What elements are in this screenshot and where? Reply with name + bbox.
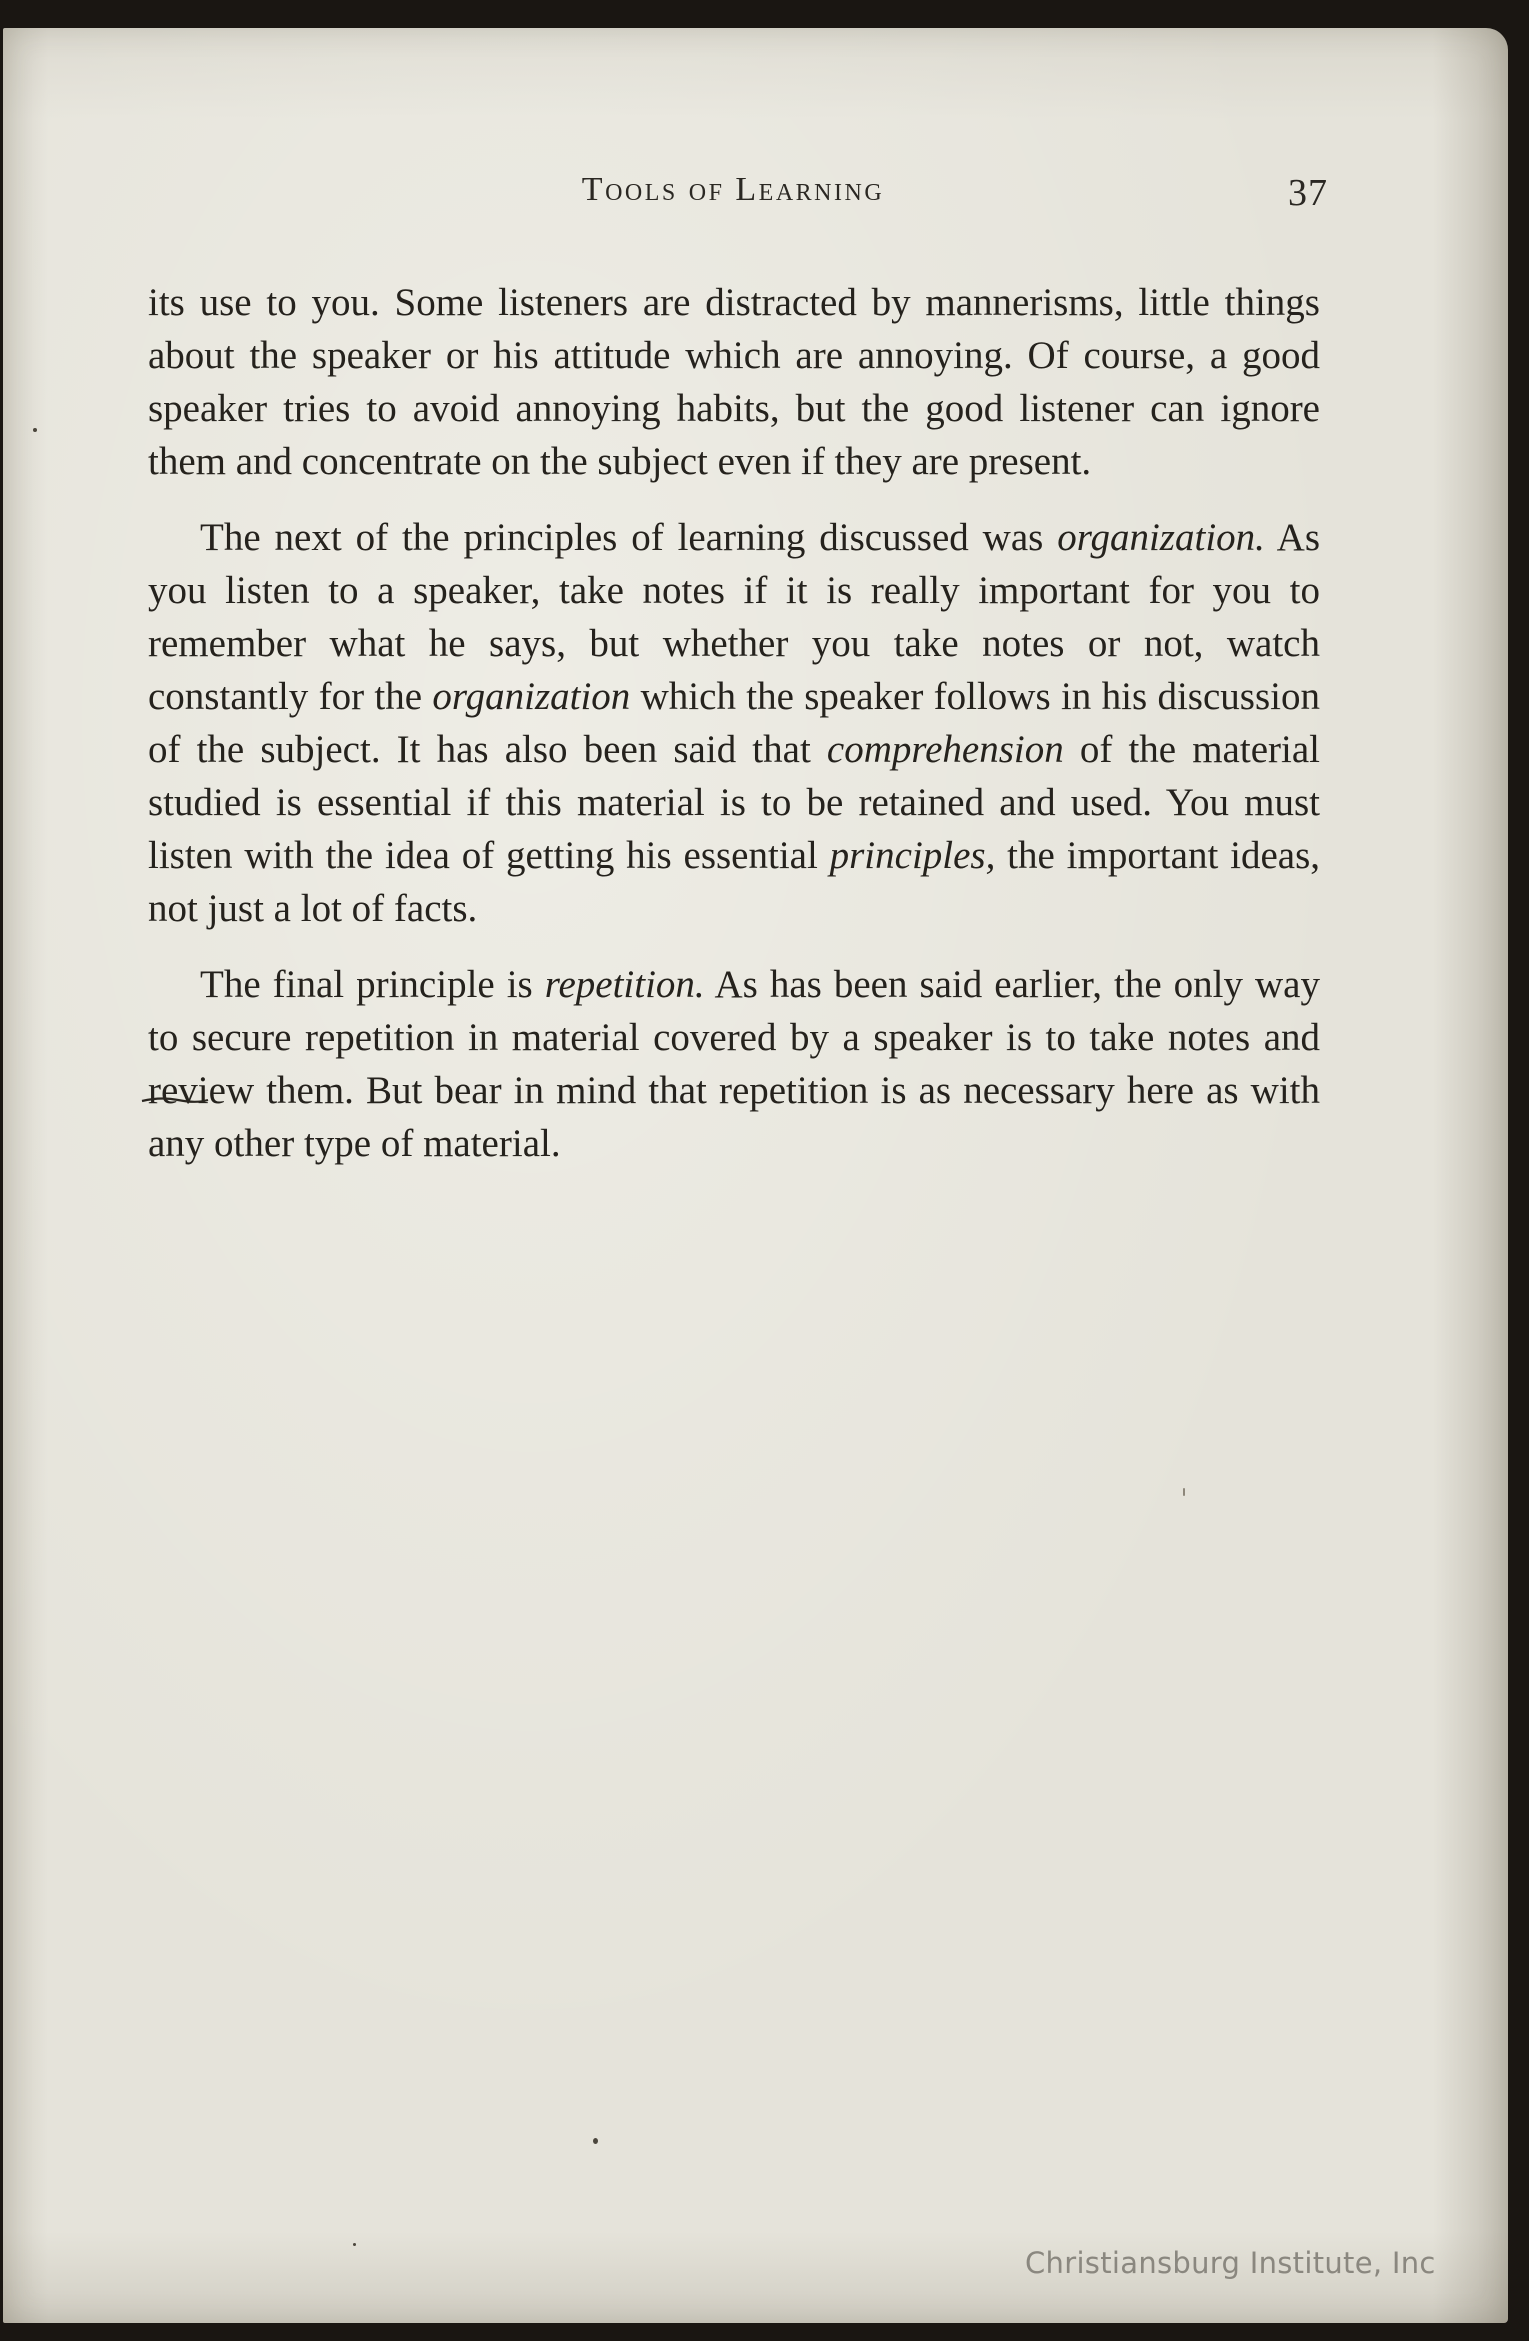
book-page <box>3 28 1508 2323</box>
text-run: its use to you. Some listeners are distracted by mannerisms, little things about the speaker or his attitude which are annoying. Of course, a good speaker tries to avoid annoying habits, but the good listener can ignore them and concentrate on the subject even if they are present. <box>148 281 1320 483</box>
body-text <box>148 276 1320 1193</box>
text-run: which the speaker follows in his discussion of the subject. It has also been said that <box>148 675 1320 771</box>
watermark: Christiansburg Institute, Inc <box>1025 2246 1436 2280</box>
page-header <box>143 163 1328 223</box>
text-run: As has been said earlier, the only way to secure repetition in material covered by a speaker is to take notes and review them. But bear in mind that repetition is as necessary here as with any other type of material. <box>148 963 1320 1165</box>
paper-speck <box>593 2138 598 2144</box>
paper-speck <box>353 2243 356 2246</box>
paper-speck <box>1183 1488 1185 1496</box>
running-title: Tools of Learning <box>581 171 885 208</box>
paragraph-organization <box>148 511 1320 935</box>
paper-speck <box>33 428 37 432</box>
text-run: the important ideas, not just a lot of facts. <box>148 834 1320 930</box>
paragraph-mannerisms <box>148 276 1320 488</box>
text-run: The next of the principles of learning discussed was <box>200 516 1058 559</box>
italic-term: organization. <box>1057 516 1265 559</box>
italic-term: repetition. <box>544 963 705 1006</box>
text-run: As you listen to a speaker, take notes if it is really important for you to remember what he says, but whether you take notes or not, watch constantly for the <box>148 516 1320 718</box>
italic-term: organization <box>432 675 631 718</box>
pencil-mark <box>140 1094 210 1106</box>
italic-term: comprehension <box>826 728 1064 771</box>
italic-term: principles, <box>829 834 996 877</box>
text-run: The final principle is <box>200 963 545 1006</box>
paragraph-repetition <box>148 958 1320 1170</box>
page-number: 37 <box>1288 172 1328 214</box>
text-run: of the material studied is essential if this material is to be retained and used. You must listen with the idea of getting his essential <box>148 728 1320 877</box>
